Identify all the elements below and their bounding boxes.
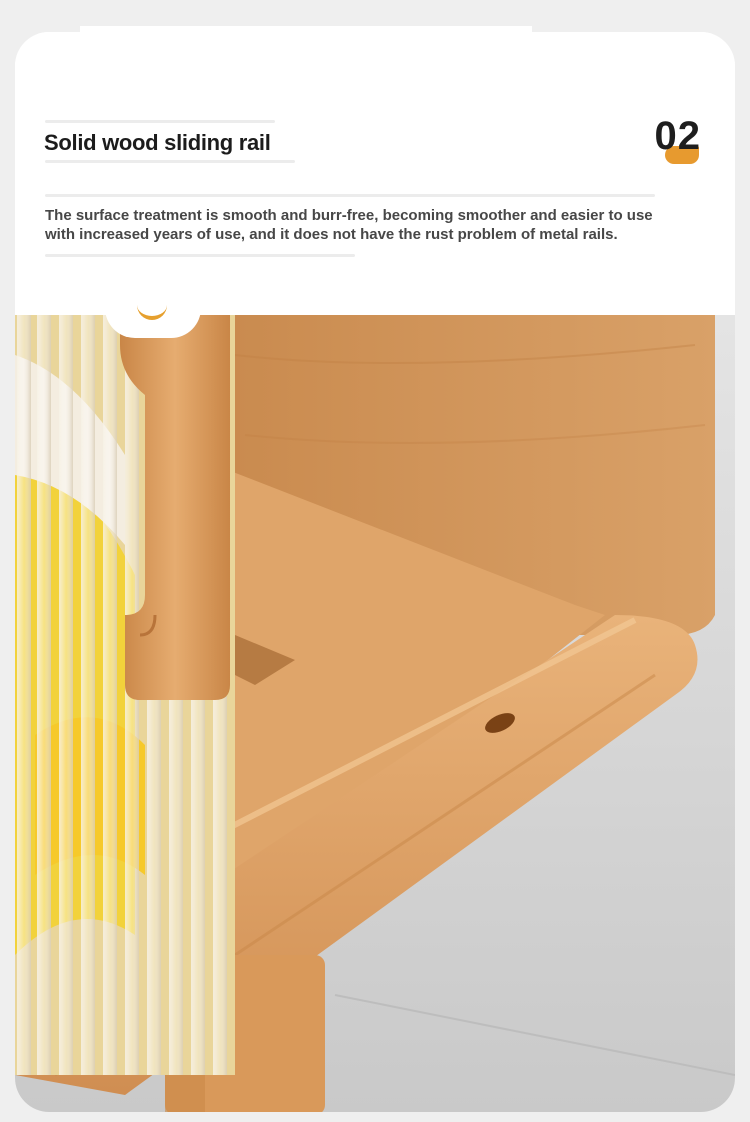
- wooden-cabinet-image: [15, 315, 735, 1112]
- product-photo: [15, 315, 735, 1112]
- section-number-badge: [631, 114, 701, 170]
- feature-card: [15, 32, 735, 1112]
- section-title: Solid wood sliding rail: [44, 130, 271, 155]
- decorative-line: [45, 160, 295, 163]
- decorative-line: [45, 194, 655, 197]
- header-section: [15, 32, 735, 315]
- section-description: The surface treatment is smooth and burr-free, becoming smoother and easier to use with increased years of use, and it does not have the rust problem of metal rails.: [45, 207, 653, 243]
- decorative-line: [45, 254, 355, 257]
- section-number: 02: [654, 114, 701, 158]
- decorative-line: [45, 120, 275, 123]
